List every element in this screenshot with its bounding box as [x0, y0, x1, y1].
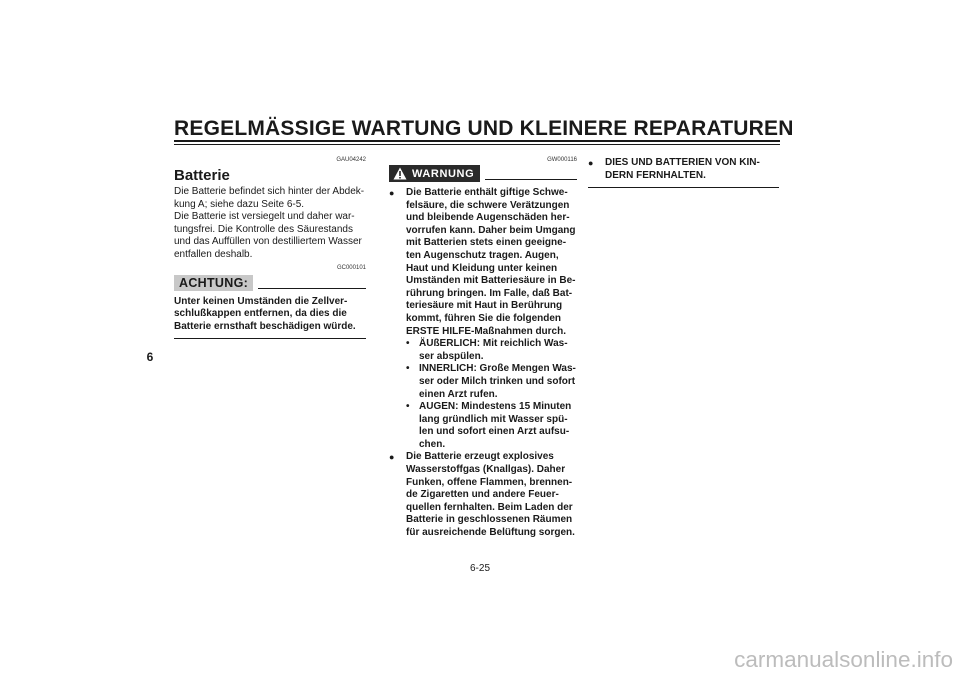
- title-rule: [174, 140, 780, 142]
- text-line: INNERLICH: Große Mengen Was-: [419, 363, 576, 375]
- text-line: len und sofort einen Arzt aufsu-: [419, 426, 570, 438]
- text-line: entfallen deshalb.: [174, 248, 253, 260]
- text-line: teriesäure mit Haut in Berührung: [406, 300, 563, 312]
- page-number: 6-25: [469, 563, 490, 574]
- chapter-tab: 6: [146, 350, 154, 364]
- sub-bullet-icon: •: [406, 363, 410, 375]
- text-line: DERN FERNHALTEN.: [605, 169, 706, 181]
- text-line: Unter keinen Umständen die Zellver-: [174, 295, 348, 307]
- warning-header: [389, 165, 577, 182]
- list-item: [588, 157, 779, 182]
- bullet-text: [605, 157, 760, 182]
- bullet-icon: ●: [389, 452, 395, 463]
- watermark: carmanualsonline.info: [734, 647, 953, 672]
- warning-triangle-icon: [393, 167, 407, 180]
- warning-end-rule: [588, 187, 779, 188]
- warning-code: GW000116: [547, 157, 577, 163]
- sub-bullet-icon: •: [406, 401, 410, 413]
- caution-text: [174, 296, 366, 334]
- sub-list-item: [406, 338, 577, 363]
- list-item: [389, 451, 577, 539]
- sub-bullet-text: [419, 363, 576, 401]
- text-line: de Zigaretten und andere Feuer-: [406, 489, 559, 501]
- text-line: schlußkappen entfernen, da dies die: [174, 308, 347, 320]
- text-line: Die Batterie erzeugt explosives: [406, 451, 554, 463]
- page-title: REGELMÄSSIGE WARTUNG UND KLEINERE REPARATUREN: [174, 117, 794, 140]
- text-line: ser oder Milch trinken und sofort: [419, 375, 576, 387]
- title-rule-thin: [174, 144, 780, 145]
- text-line: Umständen mit Batteriesäure in Be-: [406, 275, 576, 287]
- sub-bullet-text: [419, 338, 568, 363]
- sub-bullet-icon: •: [406, 338, 410, 350]
- text-line: einen Arzt rufen.: [419, 388, 498, 400]
- text-line: Die Batterie enthält giftige Schwe-: [406, 187, 568, 198]
- bullet-icon: ●: [389, 188, 395, 198]
- text-line: AUGEN: Mindestens 15 Minuten: [419, 401, 572, 413]
- column-middle: [389, 157, 577, 540]
- warning-body: [389, 187, 577, 540]
- caution-header: [174, 275, 366, 291]
- caution-rule: [258, 288, 366, 289]
- text-line: mit Batterien stets einen geeigne-: [406, 237, 567, 249]
- text-line: ser abspülen.: [419, 350, 484, 362]
- section-code: GAU04242: [336, 157, 366, 163]
- warning-badge: [389, 165, 480, 182]
- caution-label: ACHTUNG:: [174, 275, 253, 291]
- text-line: Die Batterie ist versiegelt und daher war-: [174, 211, 355, 223]
- warning-label: WARNUNG: [412, 167, 475, 180]
- sub-bullet-text: [419, 401, 571, 451]
- text-line: Haut und Kleidung unter keinen: [406, 262, 558, 274]
- sub-list-item: [406, 401, 577, 451]
- text-line: Wasserstoffgas (Knallgas). Daher: [406, 464, 566, 476]
- text-line: kommt, führen Sie die folgenden: [406, 312, 562, 324]
- text-line: chen.: [419, 438, 446, 450]
- list-item: [389, 187, 577, 338]
- bullet-text: [406, 451, 575, 539]
- text-line: Die Batterie befindet sich hinter der Abdek-: [174, 186, 365, 197]
- text-line: quellen fernhalten. Beim Laden der: [406, 501, 573, 513]
- battery-description: [174, 186, 366, 262]
- text-line: DIES UND BATTERIEN VON KIN-: [605, 157, 760, 168]
- text-line: tungsfrei. Die Kontrolle des Säurestands: [174, 223, 353, 235]
- text-line: kung A; siehe dazu Seite 6-5.: [174, 198, 305, 210]
- bullet-text: [406, 187, 576, 338]
- caution-end-rule: [174, 338, 366, 339]
- text-line: rührung bringen. Im Falle, daß Bat-: [406, 287, 573, 299]
- text-line: ÄUßERLICH: Mit reichlich Was-: [419, 338, 568, 350]
- caution-code: GC000101: [336, 264, 366, 271]
- text-line: lang gründlich mit Wasser spü-: [419, 413, 568, 425]
- text-line: Batterie in geschlossenen Räumen: [406, 514, 573, 526]
- text-line: Batterie ernsthaft beschädigen würde.: [174, 320, 356, 332]
- text-line: vorrufen kann. Daher beim Umgang: [406, 224, 576, 236]
- text-line: für ausreichende Belüftung sorgen.: [406, 527, 575, 539]
- sub-list-item: [406, 363, 577, 401]
- warning-rule: [485, 179, 577, 180]
- bullet-icon: ●: [588, 158, 594, 168]
- column-left: [174, 157, 366, 339]
- section-heading: Batterie: [174, 167, 230, 184]
- text-line: ERSTE HILFE-Maßnahmen durch.: [406, 325, 567, 337]
- text-line: und bleibende Augenschäden her-: [406, 212, 570, 224]
- text-line: ten Augenschutz tragen. Augen,: [406, 249, 559, 261]
- text-line: und das Auffüllen von destilliertem Wasser: [174, 236, 362, 248]
- text-line: felsäure, die schwere Verätzungen: [406, 199, 570, 211]
- column-right: [588, 157, 779, 188]
- text-line: Funken, offene Flammen, brennen-: [406, 476, 573, 488]
